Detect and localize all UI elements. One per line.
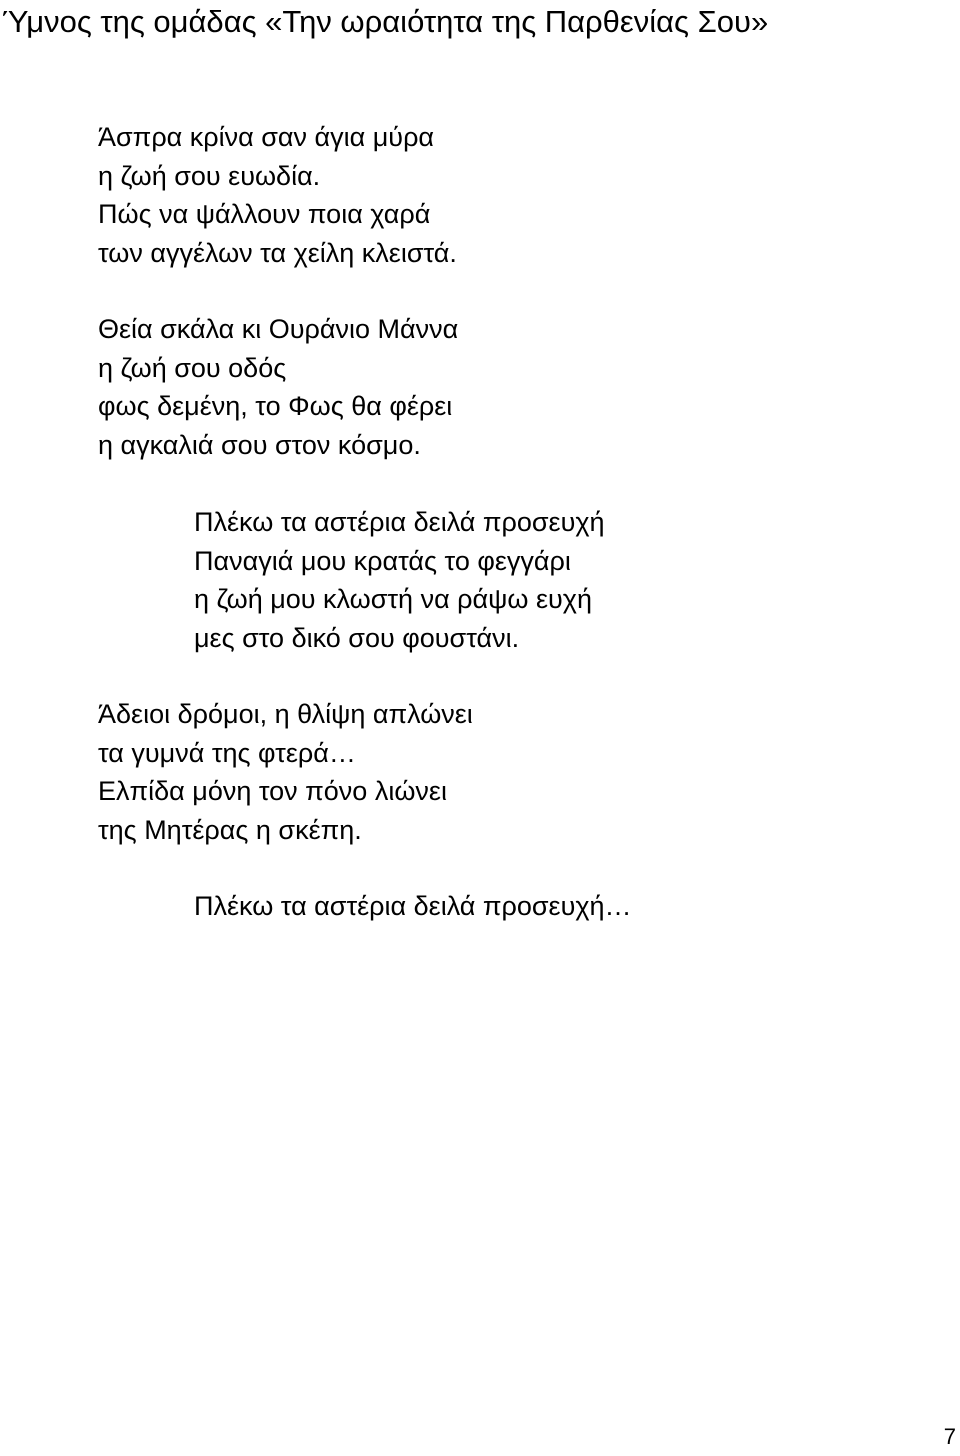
verse-line: τα γυμνά της φτερά… — [98, 737, 356, 768]
stanza-4 — [98, 695, 473, 849]
refrain-repeat — [194, 887, 632, 926]
verse-line: Παναγιά μου κρατάς το φεγγάρι — [194, 545, 571, 576]
verse-line: Πλέκω τα αστέρια δειλά προσευχή… — [194, 891, 632, 921]
verse-line: η ζωή σου ευωδία. — [98, 160, 321, 191]
verse-line: των αγγέλων τα χείλη κλειστά. — [98, 237, 457, 268]
verse-line: Πώς να ψάλλουν ποια χαρά — [98, 199, 431, 229]
stanza-2 — [98, 310, 458, 464]
verse-line: η ζωή μου κλωστή να ράψω ευχή — [194, 584, 592, 614]
page-title: Ύμνος της ομάδας «Την ωραιότητα της Παρθενίας Σου» — [2, 4, 769, 39]
page-number: 7 — [943, 1424, 956, 1449]
verse-line: η αγκαλιά σου στον κόσμο. — [98, 429, 421, 460]
verse-line: Ελπίδα μόνη τον πόνο λιώνει — [98, 776, 447, 806]
stanza-1 — [98, 118, 457, 272]
verse-line: Άσπρα κρίνα σαν άγια μύρα — [98, 122, 435, 152]
verse-line: Θεία σκάλα κι Ουράνιο Μάννα — [98, 314, 459, 344]
verse-line: Πλέκω τα αστέρια δειλά προσευχή — [194, 507, 605, 537]
verse-line: η ζωή σου οδός — [98, 352, 287, 383]
verse-line: φως δεμένη, το Φως θα φέρει — [98, 391, 453, 421]
verse-line: μες στο δικό σου φουστάνι. — [194, 622, 520, 653]
verse-line: της Μητέρας η σκέπη. — [98, 814, 362, 845]
verse-line: Άδειοι δρόμοι, η θλίψη απλώνει — [98, 699, 473, 729]
stanza-3-refrain — [194, 503, 605, 657]
